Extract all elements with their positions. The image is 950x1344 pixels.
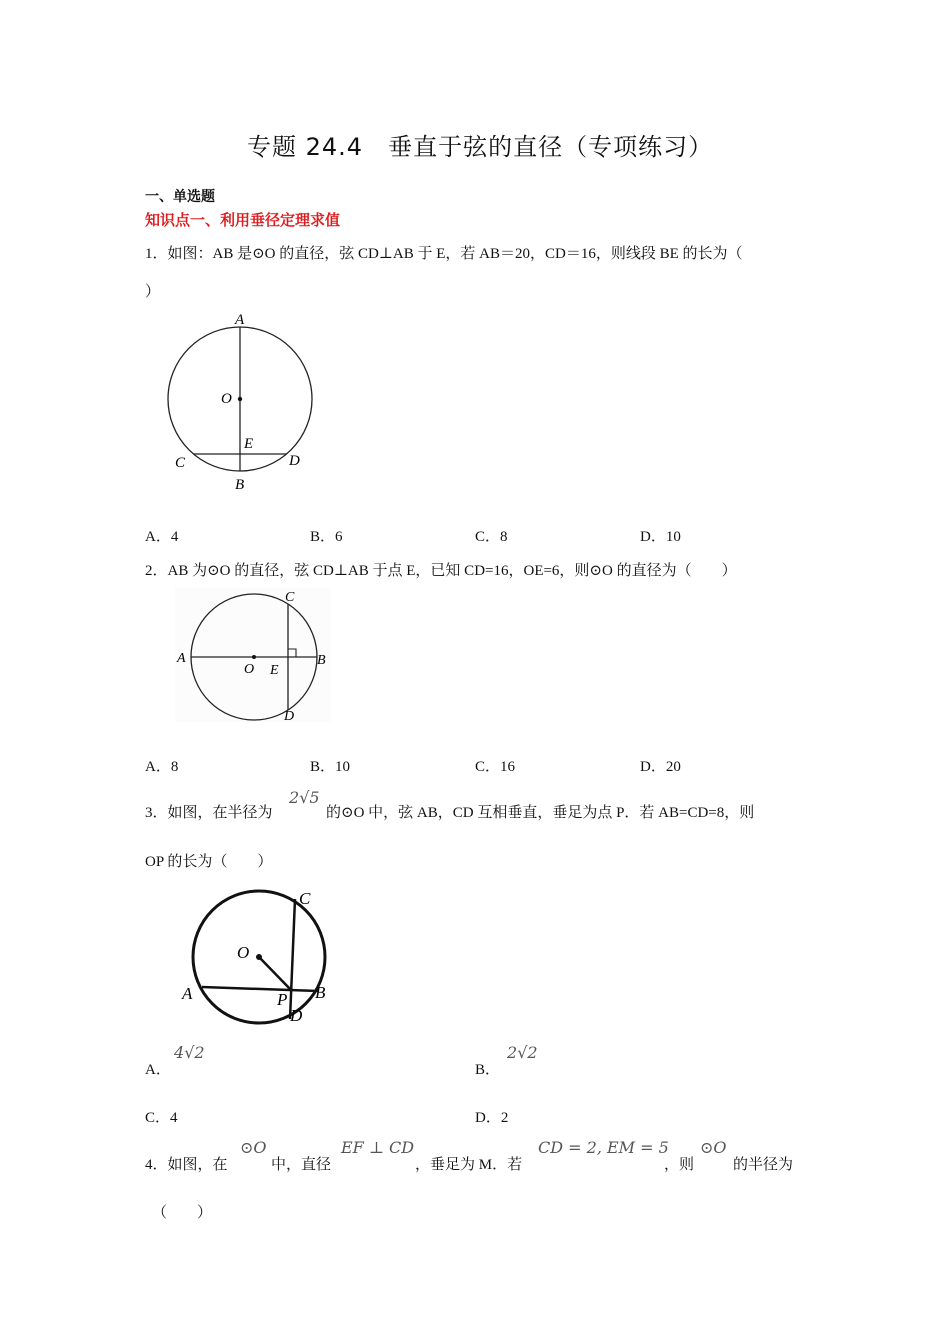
sqrt-icon: √ — [299, 788, 310, 807]
label-d: D — [284, 709, 295, 724]
label-e: E — [244, 436, 254, 452]
q2-option-c: C．16 — [475, 759, 516, 775]
q3-option-b-label: B． — [475, 1062, 501, 1078]
q1-option-c: C．8 — [475, 529, 508, 545]
question-3-text-after: 的⊙O 中，弦 AB，CD 互相垂直，垂足为点 P．若 AB=CD=8，则 — [326, 805, 755, 821]
q3-opt-b-coef: 2 — [507, 1043, 518, 1062]
label-a: A — [182, 984, 193, 1003]
q1-option-b: B．6 — [310, 529, 343, 545]
q3-radius-coef: 2 — [289, 788, 300, 807]
center-dot — [252, 655, 256, 659]
q4-math-circle-2: ⊙O — [700, 1138, 727, 1157]
sqrt-icon: √ — [184, 1043, 195, 1062]
label-b: B — [317, 653, 326, 668]
q3-opt-b-rad: 2 — [527, 1043, 538, 1062]
label-a: A — [235, 312, 245, 328]
label-d: D — [289, 453, 300, 469]
center-dot — [256, 954, 262, 960]
label-e: E — [270, 663, 279, 678]
label-o: O — [237, 943, 250, 962]
q3-option-a-value — [174, 1043, 205, 1062]
q2-option-a: A．8 — [145, 759, 179, 775]
sqrt-icon: √ — [517, 1043, 528, 1062]
q2-option-d: D．20 — [640, 759, 681, 775]
question-3-line-2: OP 的长为（ ） — [145, 854, 273, 870]
label-c: C — [175, 455, 186, 471]
label-p: P — [277, 990, 288, 1009]
q1-option-d: D．10 — [640, 529, 681, 545]
chord-cd — [290, 899, 295, 1019]
label-o: O — [221, 391, 232, 407]
question-2-text: 2．AB 为⊙O 的直径，弦 CD⊥AB 于点 E，已知 CD=16，OE=6，则⊙O 的直径为（ ） — [145, 563, 737, 579]
q3-option-b-value — [507, 1043, 538, 1062]
q3-opt-a-rad: 2 — [194, 1043, 205, 1062]
label-b: B — [315, 983, 326, 1002]
label-b: B — [235, 477, 245, 493]
q4-math-cd-em: CD = 2, EM = 5 — [538, 1138, 669, 1157]
question-3-text-before: 3．如图，在半径为 — [145, 805, 273, 821]
label-c: C — [285, 590, 295, 605]
center-dot — [238, 397, 242, 401]
q1-option-a: A．4 — [145, 529, 179, 545]
q3-option-a-label: A． — [145, 1062, 171, 1078]
question-1-text: 1．如图：AB 是⊙O 的直径，弦 CD⊥AB 于 E，若 AB＝20，CD＝16，则线段 BE 的长为（ — [145, 246, 743, 262]
q3-opt-a-coef: 4 — [174, 1043, 185, 1062]
q3-option-d: D．2 — [475, 1110, 509, 1126]
q4-text-3: ，垂足为 M．若 — [415, 1157, 523, 1173]
question-3-figure — [178, 883, 338, 1028]
q3-radius-rad: 5 — [309, 788, 320, 807]
q4-math-ef-perp-cd: EF ⊥ CD — [341, 1138, 415, 1157]
q3-option-c: C．4 — [145, 1110, 178, 1126]
question-2-figure — [175, 588, 333, 724]
q4-line-2: （ ） — [152, 1205, 213, 1221]
knowledge-point-heading: 知识点一、利用垂径定理求值 — [145, 211, 341, 229]
label-d: D — [290, 1006, 303, 1025]
segment-op — [259, 957, 291, 990]
question-1-close: ） — [145, 284, 161, 300]
q4-text-1: 4．如图，在 — [145, 1157, 228, 1173]
q2-option-b: B．10 — [310, 759, 351, 775]
question-1-figure — [160, 305, 320, 500]
label-o: O — [244, 662, 255, 677]
label-a: A — [177, 651, 186, 666]
q3-radius-expression — [289, 788, 320, 807]
label-c: C — [299, 889, 311, 908]
section-heading: 一、单选题 — [145, 189, 215, 205]
q4-text-4: ，则 — [664, 1157, 695, 1173]
q4-text-2: 中，直径 — [271, 1157, 332, 1173]
q4-math-circle-1: ⊙O — [240, 1138, 267, 1157]
page-title: 专题 24.4 垂直于弦的直径（专项练习） — [247, 133, 714, 161]
q4-text-5: 的半径为 — [733, 1157, 794, 1173]
chord-ab — [202, 987, 318, 991]
